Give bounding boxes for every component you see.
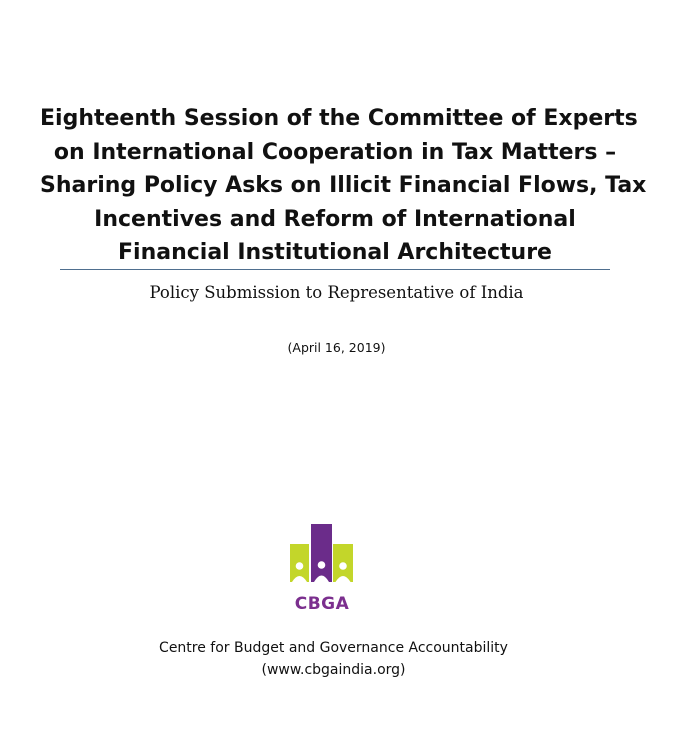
title-line: Eighteenth Session of the Committee of Experts (40, 106, 638, 131)
document-title (40, 102, 647, 270)
organization-website: (www.cbgaindia.org) (261, 662, 406, 678)
organization-block (0, 637, 667, 681)
logo-text: CBGA (294, 594, 350, 614)
organization-name: Centre for Budget and Governance Accountability (159, 640, 508, 656)
logo-figure-head (296, 562, 304, 570)
cbga-logo-icon (290, 524, 354, 588)
title-divider (60, 269, 610, 270)
logo-center-tower (311, 524, 332, 582)
title-line: Sharing Policy Asks on Illicit Financial Flows, Tax (40, 173, 647, 198)
logo-figure-head (339, 562, 347, 570)
title-line: Financial Institutional Architecture (118, 240, 552, 265)
document-subtitle: Policy Submission to Representative of India (149, 283, 524, 302)
title-line: on International Cooperation in Tax Matters – (53, 139, 617, 165)
logo-figure-head (318, 561, 326, 569)
title-line: Incentives and Reform of International (94, 206, 576, 232)
document-date: (April 16, 2019) (287, 340, 386, 355)
